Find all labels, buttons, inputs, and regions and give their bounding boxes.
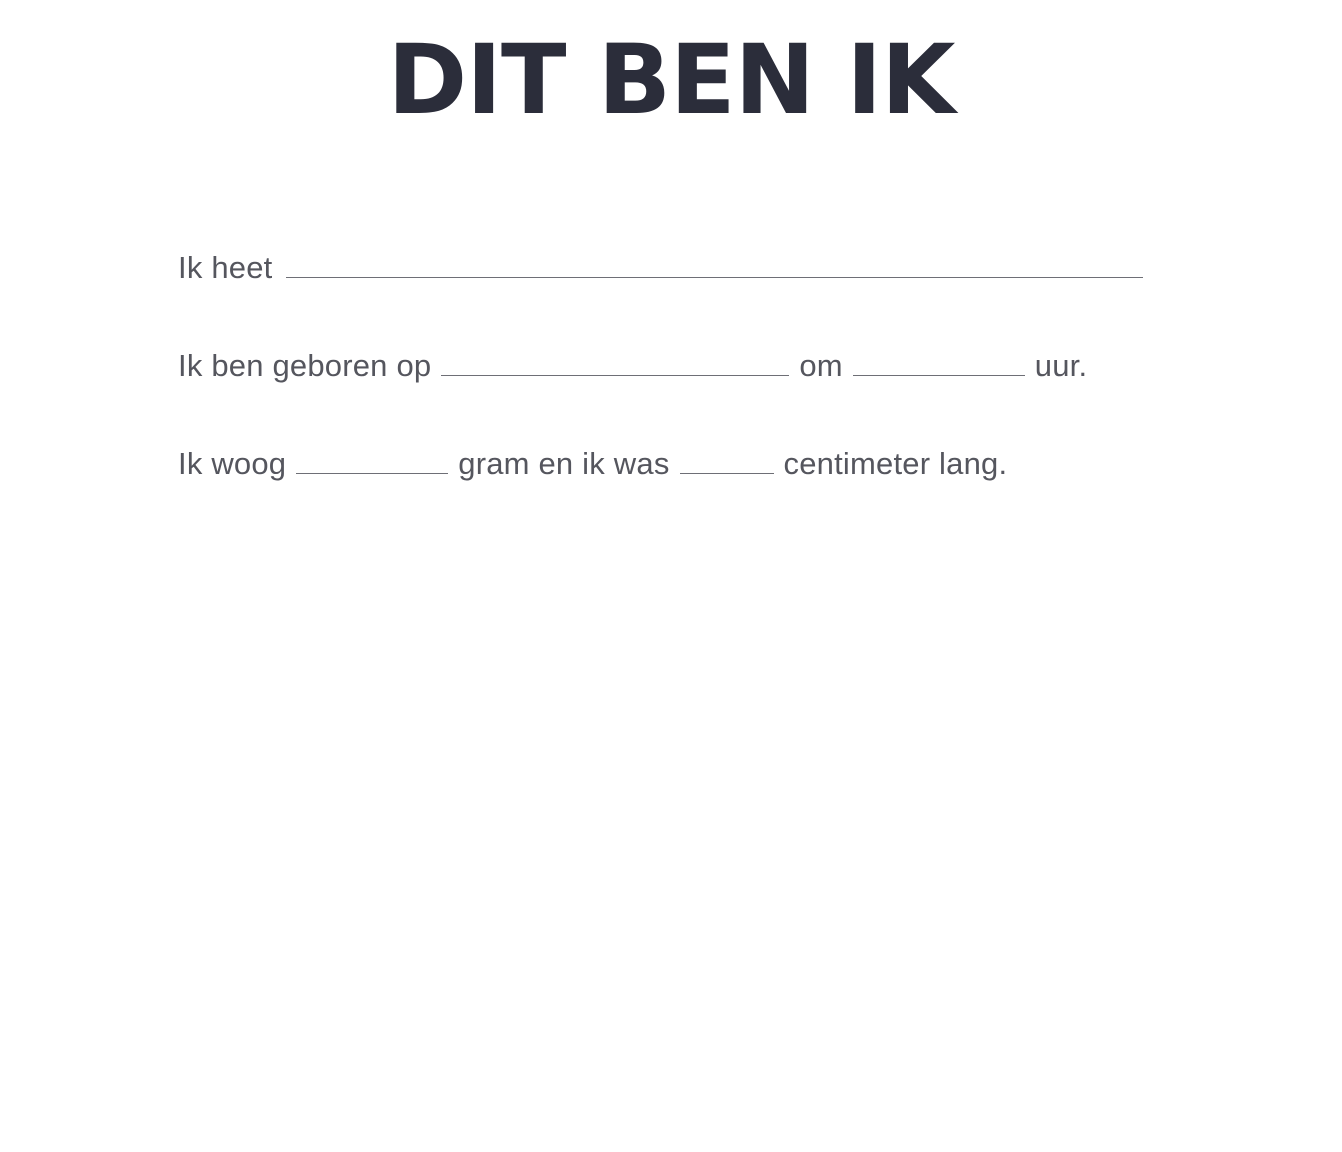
label-centimeter-lang: centimeter lang.	[783, 446, 1008, 481]
label-gram-en-ik-was: gram en ik was	[458, 446, 670, 481]
form-row-birth	[178, 348, 1178, 384]
blank-lengte[interactable]	[680, 472, 774, 474]
fill-in-form	[178, 250, 1178, 482]
label-ik-heet: Ik heet	[178, 250, 273, 285]
label-ik-woog: Ik woog	[178, 446, 287, 481]
page-title: DIT BEN IK	[387, 24, 955, 136]
label-uur: uur.	[1034, 348, 1088, 383]
blank-geboortetijd[interactable]	[853, 374, 1025, 376]
blank-gewicht[interactable]	[296, 472, 448, 474]
label-om: om	[799, 348, 843, 383]
blank-geboortedatum[interactable]	[441, 374, 789, 376]
form-row-name	[178, 250, 1178, 286]
form-row-measurements	[178, 446, 1178, 482]
label-ik-ben-geboren-op: Ik ben geboren op	[178, 348, 432, 383]
blank-naam[interactable]	[286, 276, 1143, 278]
